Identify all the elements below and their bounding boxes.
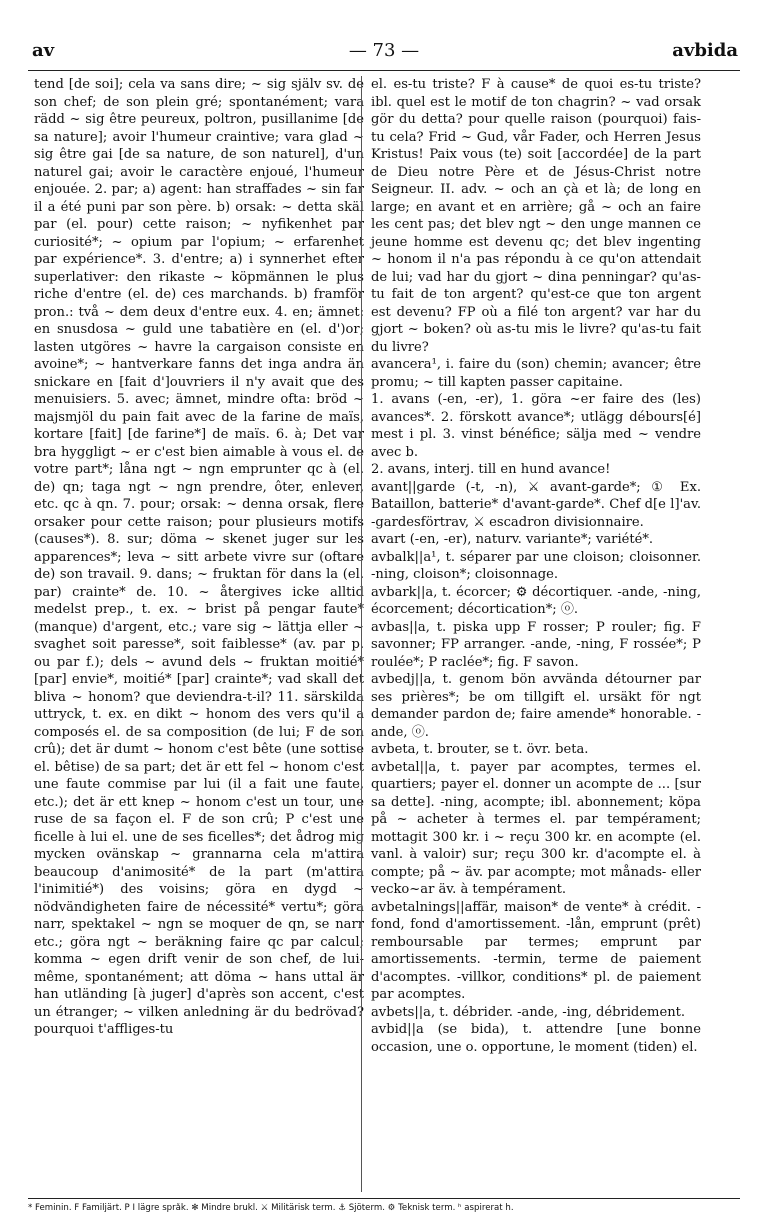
header-rule <box>28 70 740 71</box>
dictionary-entry: avbedj||a, t. genom bön avvända détourner par ses prières*; be om tillgift el. ursäkt för ngt demander pardon de; faire amende* honorable. -ande, ⓞ. <box>371 672 701 740</box>
right-guide-word: avbida <box>672 40 738 61</box>
dictionary-entry: avbark||a, t. écorcer; ⚙ décortiquer. -ande, -ning, écorcement; décortication*; ⓞ. <box>371 584 701 617</box>
page-number: — 73 — <box>348 40 420 61</box>
dictionary-entry: avbeta, t. brouter, se t. övr. beta. <box>371 742 589 757</box>
left-guide-word: av <box>32 40 55 61</box>
right-column <box>371 76 701 1056</box>
footer-rule <box>28 1198 740 1199</box>
dictionary-entry: avancera¹, i. faire du (son) chemin; avancer; être promu; ~ till kapten passer capitaine. <box>371 357 701 390</box>
dictionary-entry: avbas||a, t. piska upp F rosser; P rouler; fig. F savonner; FP arranger. -ande, -ning, F rossée*; P roulée*; P raclée*; fig. F savon. <box>371 619 701 670</box>
dictionary-entry: avant||garde (-t, -n), ⚔ avant-garde*; ① Ex. Bataillon, batterie* d'avant-garde*. Chef d[e l]'av. -gardesförtrav, ⚔ escadron divisionnaire. <box>371 479 701 530</box>
abbreviation-legend: * Feminin. F Familjärt. P I lägre språk. ✻ Mindre brukl. ⚔ Militärisk term. ⚓ Sjöterm. ⚙ Teknisk term. ʰ aspirerat h. <box>28 1203 514 1213</box>
dictionary-entry: 2. avans, interj. till en hund avance! <box>371 462 611 477</box>
dictionary-entry: avbid||a (se bida), t. attendre [une bonne occasion, une o. opportune, le moment (tiden) el. <box>371 1022 701 1055</box>
column-divider <box>361 76 362 1192</box>
dictionary-entry: avbetal||a, t. payer par acomptes, termes el. quartiers; payer el. donner un acompte de ... [sur sa dette]. -ning, acompte; ibl. abonnement; köpa på ~ acheter à termes el. par tempérament; mottagit 300 kr. i ~ reçu 300 kr. en acompte (el. vanl. à valoir) sur; reçu 300 kr. d'acompte el. à compte; på ~ äv. par acompte; mot månads- eller vecko~ar äv. à tempérament. <box>371 759 701 897</box>
dictionary-entry: avart (-en, -er), naturv. variante*; variété*. <box>371 532 654 547</box>
left-column <box>34 76 364 1039</box>
dictionary-entry: avbalk||a¹, t. séparer par une cloison; cloisonner. -ning, cloison*; cloisonnage. <box>371 549 701 582</box>
page-header <box>28 40 740 66</box>
dictionary-entry: tend [de soi]; cela va sans dire; ~ sig själv sv. de son chef; de son plein gré; spontanément; vara rädd ~ sig être peureux, poltron, pusillanime [de sa nature]; avoir l'humeur craintive; vara glad ~ sig être gai [de sa nature, de son naturel], d'un naturel gai; avoir le caractère enjoué, l'humeur enjouée. 2. par; a) agent: han straffades ~ sin far il a été puni par son père. b) orsak: ~ detta skäl par (el. pour) cette raison; ~ nyfikenhet par curiosité*; ~ opium par l'opium; ~ erfarenhet par expérience*. 3. d'entre; a) i synnerhet efter superlativer: den rikaste ~ köpmännen le plus riche d'entre (el. de) ces marchands. b) framför pron.: två ~ dem deux d'entre eux. 4. en; ämnet: en snusdosa ~ guld une tabatière en (el. d')or; lasten utgöres ~ havre la cargaison consiste en avoine*; ~ hantverkare fanns det inga andra än snickare en [fait d']ouvriers il n'y avait que des menuisiers. 5. avec; ämnet, mindre ofta: bröd ~ majsmjöl du pain fait avec de la farine de maïs, kortare [fait] [de farine*] de maïs. 6. à; Det var bra hyggligt ~ er c'est bien aimable à vous el. de votre part*; låna ngt ~ ngn emprunter qc à (el. de) qn; taga ngt ~ ngn prendre, ôter, enlever, etc. qc à qn. 7. pour; orsak: ~ denna orsak, flere orsaker pour cette raison; pour plusieurs motifs (causes*). 8. sur; döma ~ skenet juger sur les apparences*; leva ~ sitt arbete vivre sur (oftare de) son travail. 9. dans; ~ fruktan för dans la (el. par) crainte* de. 10. ~ återgives icke alltid medelst prep., t. ex. ~ brist på pengar faute* (manque) d'argent, etc.; vare sig ~ lättja eller ~ svaghet soit paresse*, soit faiblesse* (av. par p. ou par f.); dels ~ avund dels ~ fruktan moitié* [par] envie*, moitié* [par] crainte*; vad skall det bliva ~ honom? que deviendra-t-il? 11. särskilda uttryck, t. ex. en dikt ~ honom des vers qu'il a composés el. de sa composition (de lui; F de son crû); det är dumt ~ honom c'est bête (une sottise el. bêtise) de sa part; det är ett fel ~ honom c'est une faute commise par lui (il a fait une faute, etc.); det är ett knep ~ honom c'est un tour, une ruse de sa façon el. F de son crû; P c'est une ficelle à lui el. une de ses ficelles*; det ådrog mig mycken ovänskap ~ grannarna cela m'attira beaucoup d'animosité* de la part (m'attira l'inimitié*) des voisins; göra en dygd ~ nödvändigheten faire de nécessité* vertu*; göra narr, spektakel ~ ngn se moquer de qn, se narr etc.; göra ngt ~ beräkning faire qc par calcul; komma ~ egen drift venir de son chef, de lui-même, spontanément; att döma ~ hans uttal är han utländing [à juger] d'après son accent, c'est un étranger; ~ vilken anledning är du bedrövad? pourquoi t'affliges-tu <box>34 77 364 1037</box>
dictionary-entry: avbetalnings||affär, maison* de vente* à crédit. -fond, fond d'amortissement. -lån, emprunt (prêt) remboursable par termes; emprunt par amortissements. -termin, terme de paiement d'acomptes. -villkor, conditions* pl. de paiement par acomptes. <box>371 899 701 1002</box>
dictionary-entry: 1. avans (-en, -er), 1. göra ~er faire des (les) avances*. 2. förskott avance*; utlägg débours[é] mest i pl. 3. vinst bénéfice; sälja med ~ vendre avec b. <box>371 392 701 460</box>
dictionary-entry: avbets||a, t. débrider. -ande, -ing, débridement. <box>371 1004 686 1020</box>
dictionary-entry: el. es-tu triste? F à cause* de quoi es-tu triste? ibl. quel est le motif de ton chagrin? ~ vad orsak gör du detta? pour quelle raison (pourquoi) fais-tu cela? Frid ~ Gud, vår Fader, och Herren Jesus Kristus! Paix vous (te) soit [accordée] de la part de Dieu notre Père et de Jésus-Christ notre Seigneur. II. adv. ~ och an çà et là; de long en large; en avant et en arrière; gå ~ och an faire les cent pas; det blev ngt ~ den unge mannen ce jeune homme est devenu qc; det blev ingenting ~ honom il n'a pas répondu à ce qu'on attendait de lui; vad har du gjort ~ dina penningar? qu'as-tu fait de ton argent? qu'est-ce que ton argent est devenu? FP où a filé ton argent? var har du gjort ~ boken? où as-tu mis le livre? qu'as-tu fait du livre? <box>371 77 701 355</box>
